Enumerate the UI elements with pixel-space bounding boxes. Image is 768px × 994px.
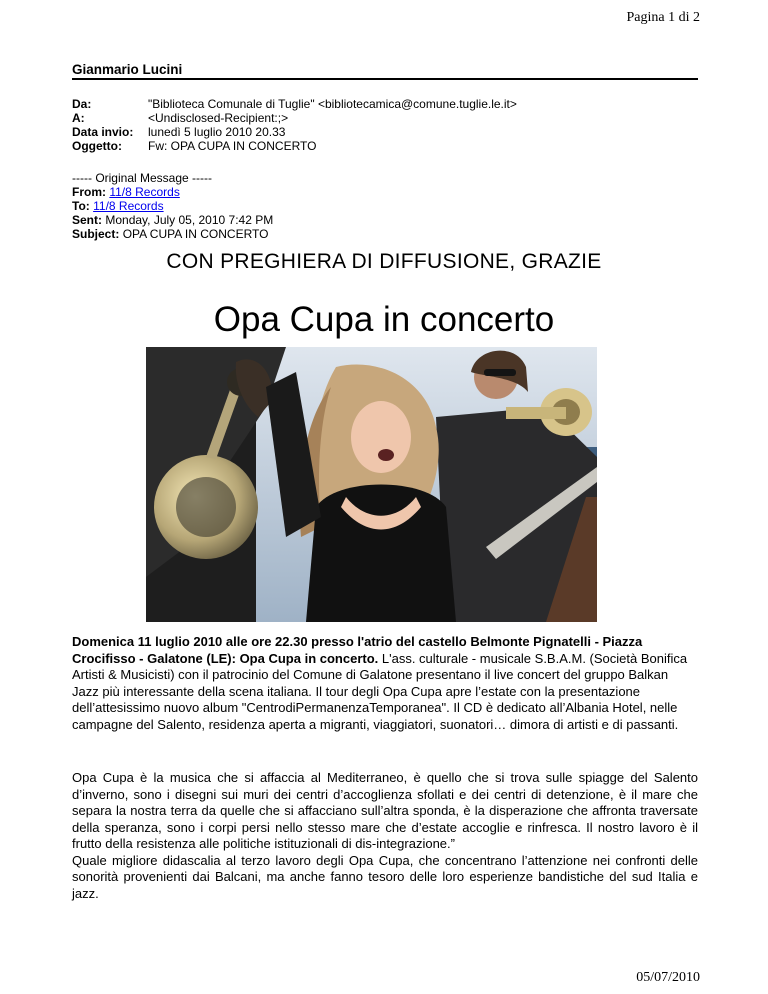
header-to [72, 111, 517, 125]
header-value: "Biblioteca Comunale di Tuglie" <bibliotecamica@comune.tuglie.le.it> [148, 97, 517, 111]
header-date [72, 125, 517, 139]
orig-subject-row [72, 227, 273, 241]
header-label: Oggetto: [72, 139, 122, 153]
header-label: Da: [72, 97, 92, 111]
header-value: lunedì 5 luglio 2010 20.33 [148, 125, 286, 139]
paragraph-caption: Quale migliore didascalia al terzo lavoro degli Opa Cupa, che concentrano l’attenzione nei confronti delle sonorità provenienti dai Balcani, ma anche fanno tesoro delle loro esperienze bandistiche del sud Italia e jazz. [72, 852, 698, 901]
orig-sent-row [72, 213, 273, 227]
orig-sent-label: Sent: [72, 213, 102, 227]
orig-subject-label: Subject: [72, 227, 120, 241]
orig-sent-value: Monday, July 05, 2010 7:42 PM [105, 213, 274, 227]
header-label: A: [72, 111, 85, 125]
page-number: Pagina 1 di 2 [626, 10, 700, 25]
header-subject [72, 139, 517, 153]
original-separator: ----- Original Message ----- [72, 171, 213, 185]
event-text: L'ass. culturale - musicale S.B.A.M. (Società Bonifica Artisti & Musicisti) con il patrocinio del Comune di Galatone presentano il live concert del gruppo Balkan Jazz più interessante della scena italiana. Il tour degli Opa Cupa apre l’estate con la presentazione dell’attesissimo nuovo album "CentrodiPermanenzaTemporanea". Il CD è dedicato all’Albania Hotel, nelle campagne del Salento, residenza aperta a migranti, viaggiatori, suonatori… dimora di artisti e di passanti. [72, 650, 688, 732]
orig-to-label: To: [72, 199, 90, 213]
concert-photo [146, 347, 597, 622]
original-message [72, 171, 273, 241]
header-from [72, 97, 517, 111]
event-body [72, 770, 698, 902]
orig-subject-value: OPA CUPA IN CONCERTO [122, 227, 269, 241]
header-value: <Undisclosed-Recipient:;> [148, 111, 289, 125]
email-headers [72, 97, 517, 153]
orig-from-link[interactable]: 11/8 Records [109, 185, 180, 199]
event-title: Opa Cupa in concerto [213, 300, 555, 339]
orig-to-row [72, 199, 273, 213]
footer-date: 05/07/2010 [636, 970, 700, 985]
concert-photo-illustration [146, 347, 597, 622]
header-value: Fw: OPA CUPA IN CONCERTO [148, 139, 317, 153]
orig-to-link[interactable]: 11/8 Records [93, 199, 164, 213]
appeal-heading: CON PREGHIERA DI DIFFUSIONE, GRAZIE [166, 250, 602, 273]
paragraph-quote: Opa Cupa è la musica che si affaccia al Mediterraneo, è quello che si trova sulle spiagge del Salento d’inverno, sono i disegni sui muri dei centri d’accoglienza sfollati e dei centri di detenzione, è il mare che separa la nostra terra da quelle che si affacciano sull’altra sponda, è la disperazione che affronta traversate della speranza, sono i corpi persi nello stesso mare che d’estate accoglie e rinfresca. Il nostro lavoro è il frutto della resistenza alle politiche istituzionali di dis-integrazione.” [72, 770, 698, 851]
orig-from-row [72, 185, 273, 199]
event-description [72, 634, 698, 733]
event-lead: Domenica 11 luglio 2010 alle ore 22.30 presso l'atrio del castello Belmonte Pignatelli - Piazza Crocifisso - Galatone (LE): Opa Cupa in concerto. [72, 634, 643, 666]
sender-name: Gianmario Lucini [72, 62, 698, 80]
orig-from-label: From: [72, 185, 106, 199]
header-label: Data invio: [72, 125, 134, 139]
